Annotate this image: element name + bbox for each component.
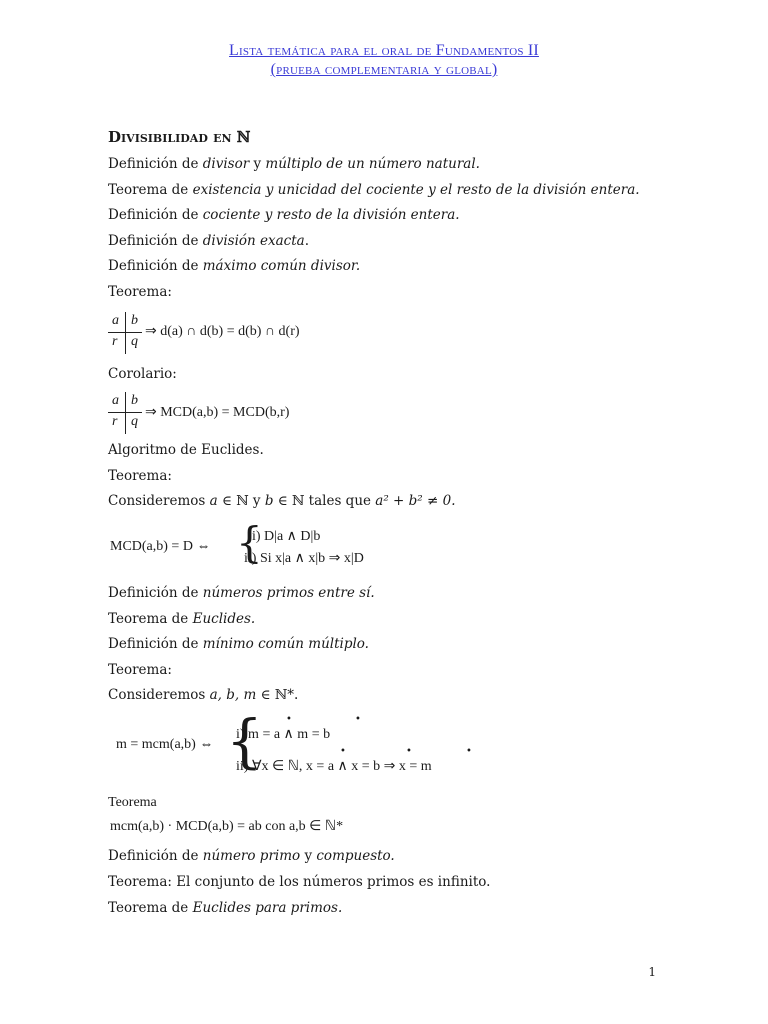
multiple-dot: • (406, 746, 412, 757)
item-def-mcd: Definición de máximo común divisor. (108, 258, 361, 274)
item-def-division-exacta: Definición de división exacta. (108, 233, 309, 249)
document-title-line1: Lista temática para el oral de Fundamentos II (229, 42, 539, 59)
formula-case-2: ii) ∀x ∈ ℕ, x = a ∧ x = b ⇒ x = m (236, 759, 432, 774)
formula-lhs: MCD(a,b) = D ⇔ (110, 539, 211, 554)
page-number: 1 (648, 965, 656, 979)
item-consideremos-abm: Consideremos a, b, m ∈ ℕ*. (108, 687, 299, 703)
division-vertical-bar (125, 392, 126, 434)
item-def-mcm: Definición de mínimo común múltiplo. (108, 636, 369, 652)
multiple-dot: • (355, 714, 361, 725)
formula-r: r (112, 414, 118, 429)
division-vertical-bar (125, 312, 126, 354)
division-horizontal-bar (108, 412, 142, 413)
item-def-primo-compuesto: Definición de número primo y compuesto. (108, 848, 395, 864)
item-algoritmo-euclides: Algoritmo de Euclides. (108, 442, 264, 458)
multiple-dot: • (286, 714, 292, 725)
section-heading: Divisibilidad en ℕ (108, 128, 251, 146)
item-teorema-4: Teorema (108, 795, 157, 810)
formula-mcm-mcd-product: mcm(a,b) · MCD(a,b) = ab con a,b ∈ ℕ* (110, 819, 344, 834)
formula-lhs: m = mcm(a,b) ⇔ (116, 737, 214, 752)
item-teorema-euclides: Teorema de Euclides. (108, 611, 256, 627)
item-teorema-1: Teorema: (108, 284, 172, 300)
formula-rhs: ⇒ MCD(a,b) = MCD(b,r) (145, 405, 290, 420)
item-teorema-3: Teorema: (108, 662, 172, 678)
formula-b: b (131, 313, 138, 328)
document-title-line2: (prueba complementaria y global) (270, 61, 498, 78)
left-brace: { (226, 707, 263, 775)
formula-q: q (131, 334, 138, 349)
formula-r: r (112, 334, 118, 349)
multiple-dot: • (466, 746, 472, 757)
formula-a: a (112, 313, 119, 328)
item-def-cociente-resto: Definición de cociente y resto de la división entera. (108, 207, 460, 223)
item-def-primos-entre-si: Definición de números primos entre sí. (108, 585, 375, 601)
formula-case-1: i) D|a ∧ D|b (252, 529, 321, 544)
item-corolario: Corolario: (108, 366, 177, 382)
item-teorema-euclides-primos: Teorema de Euclides para primos. (108, 900, 343, 916)
formula-rhs: ⇒ d(a) ∩ d(b) = d(b) ∩ d(r) (145, 324, 300, 339)
formula-b: b (131, 393, 138, 408)
multiple-dot: • (340, 746, 346, 757)
item-teorema-primos-infinitos: Teorema: El conjunto de los números primos es infinito. (108, 874, 491, 890)
item-teorema-2: Teorema: (108, 468, 172, 484)
item-divisor-multiplo: Definición de divisor y múltiplo de un número natural. (108, 156, 480, 172)
formula-case-1: i) m = a ∧ m = b (236, 727, 331, 742)
formula-case-2: ii) Si x|a ∧ x|b ⇒ x|D (244, 551, 364, 566)
item-teorema-cociente-resto: Teorema de existencia y unicidad del cociente y el resto de la división entera. (108, 182, 640, 198)
item-consideremos-ab: Consideremos a ∈ ℕ y b ∈ ℕ tales que a² + b² ≠ 0. (108, 493, 456, 509)
left-brace: { (236, 518, 263, 567)
formula-q: q (131, 414, 138, 429)
division-horizontal-bar (108, 332, 142, 333)
formula-a: a (112, 393, 119, 408)
